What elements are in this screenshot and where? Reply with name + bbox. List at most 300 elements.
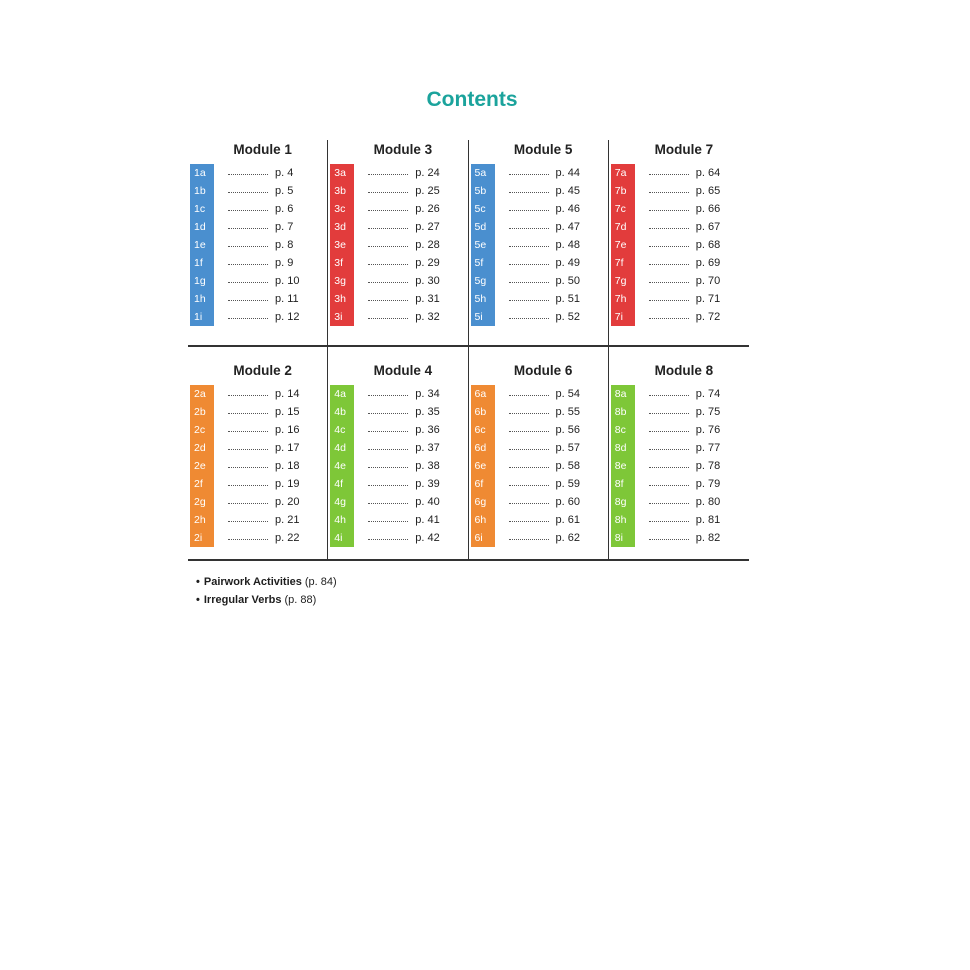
unit-code: 3i xyxy=(334,311,343,323)
page-number: p. 57 xyxy=(555,442,580,454)
page-number: p. 25 xyxy=(415,185,440,197)
module-title: Module 2 xyxy=(233,363,292,378)
contents-entry[interactable] xyxy=(609,385,749,403)
dot-leader xyxy=(368,423,408,432)
dot-leader xyxy=(649,531,689,540)
page-number: p. 62 xyxy=(555,532,580,544)
page-number: p. 24 xyxy=(415,167,440,179)
page-number: p. 4 xyxy=(275,167,294,179)
unit-code: 7a xyxy=(614,167,627,179)
unit-code: 7h xyxy=(614,293,627,305)
extra-label: Pairwork Activities xyxy=(203,576,302,588)
unit-code: 1f xyxy=(194,257,203,269)
page-number: p. 72 xyxy=(695,311,721,323)
page-number: p. 66 xyxy=(695,203,721,215)
dot-leader xyxy=(228,184,268,193)
contents-entry[interactable] xyxy=(188,200,327,218)
dot-leader xyxy=(368,495,408,504)
unit-code: 7e xyxy=(614,239,627,251)
unit-code: 7b xyxy=(614,185,627,197)
page-number: p. 38 xyxy=(415,460,440,472)
contents-entry[interactable] xyxy=(188,236,327,254)
page-number: p. 34 xyxy=(415,388,440,400)
contents-entry[interactable] xyxy=(609,272,749,290)
module-title: Module 5 xyxy=(513,142,573,157)
dot-leader xyxy=(228,202,268,211)
dot-leader xyxy=(649,495,689,504)
unit-code: 1b xyxy=(194,185,206,197)
page-number: p. 55 xyxy=(555,406,580,418)
unit-code: 4c xyxy=(334,424,346,436)
module-block xyxy=(328,347,468,559)
dot-leader xyxy=(649,310,689,319)
module-title: Module 1 xyxy=(233,142,292,157)
unit-code: 2c xyxy=(194,424,206,436)
extra-label: Irregular Verbs xyxy=(203,594,282,606)
dot-leader xyxy=(649,441,689,450)
page-number: p. 61 xyxy=(555,514,580,526)
unit-code: 4b xyxy=(334,406,346,418)
dot-leader xyxy=(228,292,268,301)
contents-entry[interactable] xyxy=(188,493,327,511)
contents-entry[interactable] xyxy=(609,290,749,308)
unit-code: 3f xyxy=(334,257,344,269)
page-number: p. 21 xyxy=(275,514,300,526)
contents-entry[interactable] xyxy=(609,218,749,236)
contents-entry[interactable] xyxy=(609,200,749,218)
module-title: Module 6 xyxy=(513,363,573,378)
unit-code: 8a xyxy=(614,388,627,400)
contents-entry[interactable] xyxy=(188,254,327,272)
dot-leader xyxy=(228,405,268,414)
page-number: p. 74 xyxy=(695,388,721,400)
page-number: p. 39 xyxy=(415,478,440,490)
unit-code: 8c xyxy=(614,424,626,436)
unit-code: 5d xyxy=(474,221,487,233)
contents-entry[interactable] xyxy=(188,182,327,200)
dot-leader xyxy=(509,513,549,522)
contents-entry[interactable] xyxy=(328,290,467,308)
contents-entry[interactable] xyxy=(328,236,467,254)
dot-leader xyxy=(509,166,549,175)
module-block xyxy=(188,347,328,559)
contents-entry[interactable] xyxy=(188,290,327,308)
contents-entry[interactable] xyxy=(469,439,608,457)
dot-leader xyxy=(368,441,408,450)
page-number: p. 30 xyxy=(415,275,440,287)
page-number: p. 9 xyxy=(275,257,294,269)
unit-code: 8d xyxy=(614,442,627,454)
contents-entry[interactable] xyxy=(609,236,749,254)
unit-code: 2b xyxy=(194,406,206,418)
dot-leader xyxy=(649,202,689,211)
page-number: p. 67 xyxy=(695,221,721,233)
dot-leader xyxy=(228,531,268,540)
dot-leader xyxy=(368,166,408,175)
contents-entry[interactable] xyxy=(609,439,749,457)
module-block xyxy=(328,140,468,347)
contents-entry[interactable] xyxy=(469,493,608,511)
contents-entry[interactable] xyxy=(188,308,327,326)
dot-leader xyxy=(228,459,268,468)
contents-entry[interactable] xyxy=(188,272,327,290)
contents-entry[interactable] xyxy=(328,218,467,236)
unit-code: 3c xyxy=(334,203,346,215)
dot-leader xyxy=(368,292,408,301)
unit-code: 3b xyxy=(334,185,346,197)
unit-code: 8b xyxy=(614,406,627,418)
bullet-icon: • xyxy=(196,576,200,588)
contents-entry[interactable] xyxy=(188,218,327,236)
contents-entry[interactable] xyxy=(328,421,467,439)
contents-entry[interactable] xyxy=(469,236,608,254)
dot-leader xyxy=(228,495,268,504)
dot-leader xyxy=(509,441,549,450)
unit-code: 6b xyxy=(474,406,487,418)
unit-code: 1g xyxy=(194,275,206,287)
unit-code: 7c xyxy=(614,203,626,215)
dot-leader xyxy=(509,220,549,229)
unit-code: 8f xyxy=(614,478,624,490)
contents-entry[interactable] xyxy=(469,218,608,236)
dot-leader xyxy=(509,423,549,432)
dot-leader xyxy=(509,292,549,301)
page-number: p. 20 xyxy=(275,496,300,508)
page-number: p. 82 xyxy=(695,532,721,544)
page-number: p. 80 xyxy=(695,496,721,508)
contents-entry[interactable] xyxy=(188,385,327,403)
contents-entry[interactable] xyxy=(188,164,327,182)
dot-leader xyxy=(649,256,689,265)
dot-leader xyxy=(368,531,408,540)
dot-leader xyxy=(649,477,689,486)
unit-code: 1d xyxy=(194,221,206,233)
page-number: p. 31 xyxy=(415,293,440,305)
dot-leader xyxy=(368,387,408,396)
page-number: p. 64 xyxy=(695,167,721,179)
page-number: p. 65 xyxy=(695,185,721,197)
page-number: p. 8 xyxy=(275,239,294,251)
module-block xyxy=(609,140,749,347)
page-number: p. 69 xyxy=(695,257,721,269)
unit-code: 5c xyxy=(474,203,486,215)
page-number: p. 5 xyxy=(275,185,294,197)
dot-leader xyxy=(368,184,408,193)
unit-code: 2e xyxy=(194,460,206,472)
page-number: p. 77 xyxy=(695,442,721,454)
dot-leader xyxy=(368,405,408,414)
unit-code: 1h xyxy=(194,293,206,305)
contents-entry[interactable] xyxy=(609,254,749,272)
dot-leader xyxy=(649,423,689,432)
page-number: p. 15 xyxy=(275,406,300,418)
unit-code: 5b xyxy=(474,185,487,197)
page-number: p. 81 xyxy=(695,514,721,526)
unit-code: 3d xyxy=(334,221,346,233)
contents-entry[interactable] xyxy=(328,164,467,182)
page-number: p. 11 xyxy=(275,293,299,305)
contents-entry[interactable] xyxy=(188,529,327,547)
unit-code: 3a xyxy=(334,167,346,179)
contents-entry[interactable] xyxy=(469,254,608,272)
unit-code: 2i xyxy=(194,532,203,544)
contents-entry[interactable] xyxy=(609,421,749,439)
page-number: p. 68 xyxy=(695,239,721,251)
page-number: p. 16 xyxy=(275,424,300,436)
dot-leader xyxy=(509,477,549,486)
contents-entry[interactable] xyxy=(469,385,608,403)
page-number: p. 6 xyxy=(275,203,294,215)
unit-code: 8h xyxy=(614,514,627,526)
unit-code: 4i xyxy=(334,532,343,544)
extra-entry[interactable] xyxy=(196,573,337,591)
page-number: p. 40 xyxy=(415,496,440,508)
page-number: p. 45 xyxy=(555,185,580,197)
page-number: p. 29 xyxy=(415,257,440,269)
page-number: p. 7 xyxy=(275,221,294,233)
contents-entry[interactable] xyxy=(328,439,467,457)
page-number: p. 49 xyxy=(555,257,580,269)
page-number: p. 12 xyxy=(275,311,300,323)
unit-code: 6h xyxy=(474,514,487,526)
unit-code: 2g xyxy=(194,496,206,508)
contents-entry[interactable] xyxy=(328,200,467,218)
dot-leader xyxy=(368,459,408,468)
extra-page: (p. 84) xyxy=(304,576,337,588)
contents-entry[interactable] xyxy=(609,403,749,421)
unit-code: 4f xyxy=(334,478,344,490)
contents-entry[interactable] xyxy=(328,272,467,290)
unit-code: 6e xyxy=(474,460,487,472)
dot-leader xyxy=(649,184,689,193)
dot-leader xyxy=(228,310,268,319)
dot-leader xyxy=(368,256,408,265)
unit-code: 8i xyxy=(614,532,623,544)
contents-entry[interactable] xyxy=(188,403,327,421)
unit-code: 7i xyxy=(614,311,623,323)
unit-code: 4g xyxy=(334,496,346,508)
contents-entry[interactable] xyxy=(469,182,608,200)
unit-code: 2f xyxy=(194,478,203,490)
contents-entry[interactable] xyxy=(328,385,467,403)
page-number: p. 60 xyxy=(555,496,580,508)
page-number: p. 71 xyxy=(695,293,721,305)
contents-entry[interactable] xyxy=(609,529,749,547)
contents-entry[interactable] xyxy=(469,272,608,290)
unit-code: 4h xyxy=(334,514,346,526)
unit-code: 8e xyxy=(614,460,627,472)
page-number: p. 46 xyxy=(555,203,580,215)
module-block xyxy=(188,140,328,347)
contents-entry[interactable] xyxy=(328,475,467,493)
page-number: p. 70 xyxy=(695,275,721,287)
contents-entry[interactable] xyxy=(469,290,608,308)
unit-code: 3g xyxy=(334,275,346,287)
contents-entry[interactable] xyxy=(328,493,467,511)
module-block xyxy=(609,347,749,559)
unit-code: 6f xyxy=(474,478,484,490)
contents-entry[interactable] xyxy=(609,457,749,475)
unit-code: 6g xyxy=(474,496,487,508)
unit-code: 5f xyxy=(474,257,484,269)
dot-leader xyxy=(509,387,549,396)
dot-leader xyxy=(649,166,689,175)
module-title: Module 7 xyxy=(654,142,714,157)
contents-entry[interactable] xyxy=(469,421,608,439)
module-block xyxy=(469,140,609,347)
unit-code: 5a xyxy=(474,167,487,179)
unit-code: 5h xyxy=(474,293,487,305)
unit-code: 6c xyxy=(474,424,486,436)
unit-code: 1a xyxy=(194,167,206,179)
contents-entry[interactable] xyxy=(469,164,608,182)
page-number: p. 52 xyxy=(555,311,580,323)
unit-code: 3e xyxy=(334,239,346,251)
contents-entry[interactable] xyxy=(469,511,608,529)
bullet-icon: • xyxy=(196,594,200,606)
dot-leader xyxy=(649,459,689,468)
module-title: Module 3 xyxy=(373,142,433,157)
dot-leader xyxy=(509,184,549,193)
page-number: p. 41 xyxy=(415,514,440,526)
unit-code: 4d xyxy=(334,442,346,454)
page-number: p. 17 xyxy=(275,442,300,454)
unit-code: 5g xyxy=(474,275,487,287)
dot-leader xyxy=(368,274,408,283)
dot-leader xyxy=(649,238,689,247)
contents-entry[interactable] xyxy=(188,475,327,493)
unit-code: 4a xyxy=(334,388,346,400)
unit-code: 1c xyxy=(194,203,206,215)
unit-code: 2a xyxy=(194,388,206,400)
dot-leader xyxy=(649,274,689,283)
page-number: p. 35 xyxy=(415,406,440,418)
dot-leader xyxy=(368,310,408,319)
unit-code: 2d xyxy=(194,442,206,454)
page-number: p. 47 xyxy=(555,221,580,233)
page-number: p. 32 xyxy=(415,311,440,323)
dot-leader xyxy=(228,166,268,175)
extras-list xyxy=(196,573,337,609)
contents-entry[interactable] xyxy=(469,200,608,218)
dot-leader xyxy=(509,405,549,414)
contents-entry[interactable] xyxy=(328,308,467,326)
contents-entry[interactable] xyxy=(609,182,749,200)
dot-leader xyxy=(509,256,549,265)
unit-code: 5i xyxy=(474,311,483,323)
page-number: p. 18 xyxy=(275,460,300,472)
dot-leader xyxy=(228,238,268,247)
dot-leader xyxy=(509,274,549,283)
page-number: p. 50 xyxy=(555,275,580,287)
page-number: p. 28 xyxy=(415,239,440,251)
dot-leader xyxy=(228,274,268,283)
dot-leader xyxy=(228,477,268,486)
dot-leader xyxy=(368,238,408,247)
page-number: p. 75 xyxy=(695,406,721,418)
dot-leader xyxy=(228,220,268,229)
contents-entry[interactable] xyxy=(609,511,749,529)
page-title: Contents xyxy=(426,88,518,111)
contents-entry[interactable] xyxy=(328,457,467,475)
contents-entry[interactable] xyxy=(328,403,467,421)
contents-entry[interactable] xyxy=(328,511,467,529)
contents-entry[interactable] xyxy=(188,439,327,457)
dot-leader xyxy=(649,387,689,396)
unit-code: 6a xyxy=(474,388,487,400)
contents-entry[interactable] xyxy=(609,164,749,182)
page-number: p. 27 xyxy=(415,221,440,233)
contents-entry[interactable] xyxy=(328,182,467,200)
dot-leader xyxy=(509,531,549,540)
page-number: p. 22 xyxy=(275,532,300,544)
dot-leader xyxy=(649,220,689,229)
unit-code: 5e xyxy=(474,239,487,251)
contents-entry[interactable] xyxy=(188,421,327,439)
page-number: p. 37 xyxy=(415,442,440,454)
unit-code: 7d xyxy=(614,221,627,233)
contents-grid xyxy=(188,140,749,561)
dot-leader xyxy=(649,292,689,301)
extra-entry[interactable] xyxy=(196,591,337,609)
dot-leader xyxy=(509,238,549,247)
contents-entry[interactable] xyxy=(469,403,608,421)
contents-entry[interactable] xyxy=(328,254,467,272)
contents-entry[interactable] xyxy=(328,529,467,547)
unit-code: 2h xyxy=(194,514,206,526)
contents-entry[interactable] xyxy=(609,493,749,511)
dot-leader xyxy=(368,477,408,486)
unit-code: 1e xyxy=(194,239,206,251)
contents-entry[interactable] xyxy=(469,457,608,475)
module-title: Module 8 xyxy=(654,363,714,378)
module-block xyxy=(469,347,609,559)
contents-entry[interactable] xyxy=(609,475,749,493)
dot-leader xyxy=(649,405,689,414)
page-number: p. 42 xyxy=(415,532,440,544)
dot-leader xyxy=(228,423,268,432)
page-number: p. 54 xyxy=(555,388,580,400)
contents-entry[interactable] xyxy=(188,511,327,529)
page-number: p. 76 xyxy=(695,424,721,436)
dot-leader xyxy=(368,513,408,522)
contents-entry[interactable] xyxy=(609,308,749,326)
unit-code: 6i xyxy=(474,532,483,544)
page-number: p. 51 xyxy=(555,293,580,305)
dot-leader xyxy=(509,202,549,211)
dot-leader xyxy=(649,513,689,522)
page-number: p. 44 xyxy=(555,167,580,179)
dot-leader xyxy=(509,310,549,319)
unit-code: 4e xyxy=(334,460,346,472)
dot-leader xyxy=(228,513,268,522)
dot-leader xyxy=(509,495,549,504)
contents-entry[interactable] xyxy=(469,308,608,326)
page-number: p. 26 xyxy=(415,203,440,215)
page-number: p. 78 xyxy=(695,460,721,472)
unit-code: 8g xyxy=(614,496,627,508)
dot-leader xyxy=(368,220,408,229)
contents-entry[interactable] xyxy=(188,457,327,475)
page-number: p. 58 xyxy=(555,460,580,472)
contents-entry[interactable] xyxy=(469,529,608,547)
extra-page: (p. 88) xyxy=(284,594,317,606)
contents-entry[interactable] xyxy=(469,475,608,493)
unit-code: 6d xyxy=(474,442,487,454)
page-number: p. 36 xyxy=(415,424,440,436)
page-number: p. 79 xyxy=(695,478,721,490)
page-number: p. 56 xyxy=(555,424,580,436)
